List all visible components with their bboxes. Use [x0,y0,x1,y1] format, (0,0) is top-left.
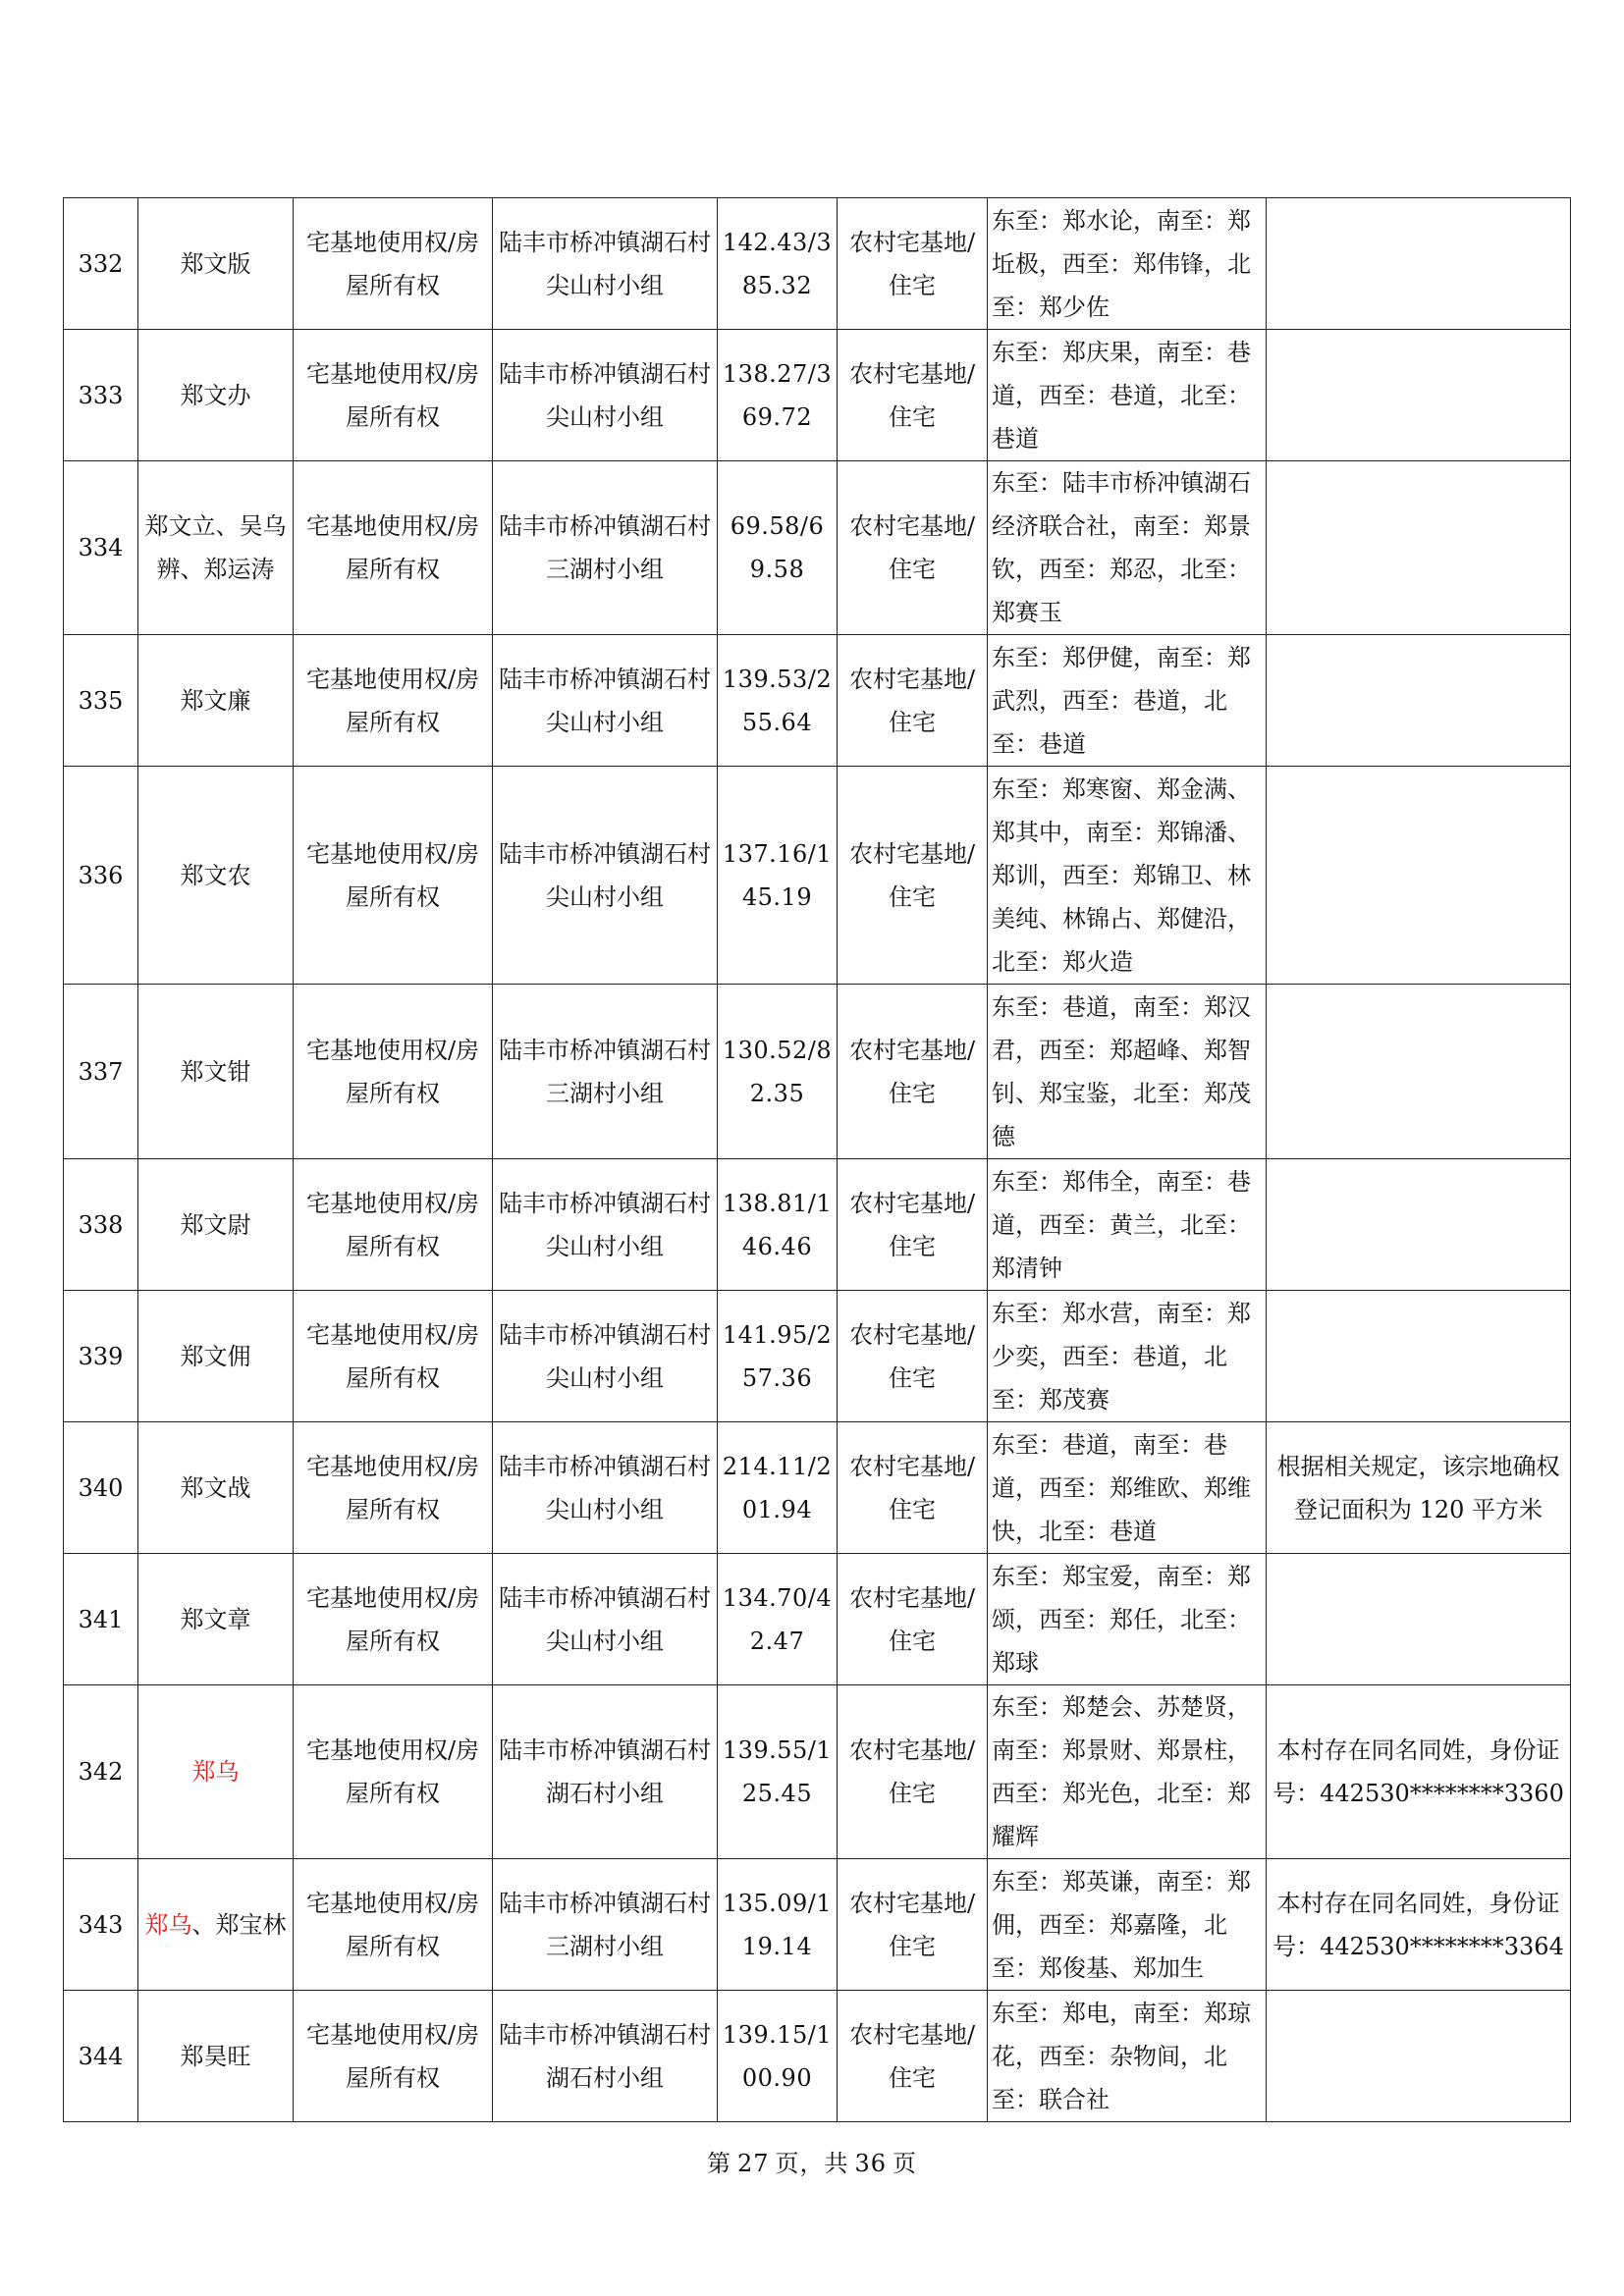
right-type-cell: 宅基地使用权/房屋所有权 [294,1991,493,2122]
right-type-cell: 宅基地使用权/房屋所有权 [294,198,493,330]
holder-name-text: 郑昊旺 [180,2042,251,2070]
table-row [64,1554,1571,1685]
remark-cell: 本村存在同名同姓，身份证号：442530********3364 [1267,1859,1571,1991]
row-number-cell: 340 [64,1422,138,1554]
footer-middle: 页，共 [775,2150,849,2177]
holder-name-cell [138,1422,294,1554]
right-type-cell: 宅基地使用权/房屋所有权 [294,767,493,985]
boundary-cell: 东至：郑寒窗、郑金满、郑其中，南至：郑锦潘、郑训，西至：郑锦卫、林美纯、林锦占、郑健沿，北至：郑火造 [988,767,1267,985]
row-number-cell: 343 [64,1859,138,1991]
land-use-cell: 农村宅基地/住宅 [838,1554,988,1685]
land-use-cell: 农村宅基地/住宅 [838,1291,988,1422]
footer-suffix: 页 [893,2150,918,2177]
right-type-cell: 宅基地使用权/房屋所有权 [294,1685,493,1859]
boundary-cell: 东至：郑楚会、苏楚贤，南至：郑景财、郑景柱，西至：郑光色，北至：郑耀辉 [988,1685,1267,1859]
land-use-cell: 农村宅基地/住宅 [838,461,988,635]
holder-name-cell [138,198,294,330]
duplicate-name-highlight: 郑乌 [191,1758,240,1786]
table-row [64,1159,1571,1291]
table-row [64,985,1571,1159]
land-use-cell: 农村宅基地/住宅 [838,1991,988,2122]
land-use-cell: 农村宅基地/住宅 [838,635,988,767]
holder-name-text: 郑文佣 [180,1342,251,1370]
holder-name-cell [138,767,294,985]
boundary-cell: 东至：郑水营，南至：郑少奕，西至：巷道，北至：郑茂赛 [988,1291,1267,1422]
holder-name-cell [138,635,294,767]
boundary-cell: 东至：郑水论，南至：郑坵极，西至：郑伟锋，北至：郑少佐 [988,198,1267,330]
location-cell: 陆丰市桥冲镇湖石村尖山村小组 [493,767,718,985]
right-type-cell: 宅基地使用权/房屋所有权 [294,1291,493,1422]
boundary-cell: 东至：郑宝爱，南至：郑颂，西至：郑任，北至：郑球 [988,1554,1267,1685]
remark-cell [1267,198,1571,330]
location-cell: 陆丰市桥冲镇湖石村三湖村小组 [493,461,718,635]
remark-cell [1267,1554,1571,1685]
remark-cell: 本村存在同名同姓，身份证号：442530********3360 [1267,1685,1571,1859]
area-cell: 139.15/100.90 [718,1991,838,2122]
right-type-cell: 宅基地使用权/房屋所有权 [294,461,493,635]
right-type-cell: 宅基地使用权/房屋所有权 [294,330,493,461]
right-type-cell: 宅基地使用权/房屋所有权 [294,635,493,767]
location-cell: 陆丰市桥冲镇湖石村尖山村小组 [493,1291,718,1422]
total-page-count: 36 [854,2150,888,2177]
table-row [64,1859,1571,1991]
location-cell: 陆丰市桥冲镇湖石村尖山村小组 [493,635,718,767]
row-number-cell: 338 [64,1159,138,1291]
remark-cell [1267,330,1571,461]
area-cell: 135.09/119.14 [718,1859,838,1991]
holder-name-text: 郑文战 [180,1473,251,1502]
remark-cell [1267,1159,1571,1291]
holder-name-text: 郑文立、吴乌辨、郑运涛 [144,512,287,583]
remark-cell: 根据相关规定，该宗地确权登记面积为 120 平方米 [1267,1422,1571,1554]
area-cell: 139.55/125.45 [718,1685,838,1859]
area-cell: 130.52/82.35 [718,985,838,1159]
location-cell: 陆丰市桥冲镇湖石村尖山村小组 [493,1159,718,1291]
row-number-cell: 335 [64,635,138,767]
row-number-cell: 333 [64,330,138,461]
table-body [64,198,1571,2122]
table-row [64,461,1571,635]
row-number-cell: 339 [64,1291,138,1422]
holder-name-cell [138,1159,294,1291]
remark-cell [1267,1991,1571,2122]
row-number-cell: 332 [64,198,138,330]
right-type-cell: 宅基地使用权/房屋所有权 [294,1859,493,1991]
holder-name-cell [138,461,294,635]
location-cell: 陆丰市桥冲镇湖石村三湖村小组 [493,1859,718,1991]
boundary-cell: 东至：陆丰市桥冲镇湖石经济联合社，南至：郑景钦，西至：郑忍，北至：郑赛玉 [988,461,1267,635]
location-cell: 陆丰市桥冲镇湖石村尖山村小组 [493,1422,718,1554]
row-number-cell: 336 [64,767,138,985]
footer-prefix: 第 [706,2150,731,2177]
holder-name-text: 郑文版 [180,249,251,278]
holder-name-cell [138,1685,294,1859]
holder-name-cell [138,1554,294,1685]
table-row [64,1685,1571,1859]
row-number-cell: 344 [64,1991,138,2122]
location-cell: 陆丰市桥冲镇湖石村尖山村小组 [493,1554,718,1685]
table-row [64,1291,1571,1422]
holder-name-cell [138,985,294,1159]
holder-name-cell [138,1859,294,1991]
location-cell: 陆丰市桥冲镇湖石村尖山村小组 [493,198,718,330]
registration-table [63,197,1571,2122]
land-use-cell: 农村宅基地/住宅 [838,985,988,1159]
row-number-cell: 342 [64,1685,138,1859]
table-row [64,1422,1571,1554]
table-row [64,1991,1571,2122]
location-cell: 陆丰市桥冲镇湖石村三湖村小组 [493,985,718,1159]
right-type-cell: 宅基地使用权/房屋所有权 [294,1159,493,1291]
holder-name-text: 郑文廉 [180,686,251,715]
remark-cell [1267,461,1571,635]
right-type-cell: 宅基地使用权/房屋所有权 [294,1422,493,1554]
duplicate-name-highlight: 郑乌 [144,1910,192,1939]
land-use-cell: 农村宅基地/住宅 [838,198,988,330]
row-number-cell: 334 [64,461,138,635]
area-cell: 137.16/145.19 [718,767,838,985]
remark-cell [1267,985,1571,1159]
land-use-cell: 农村宅基地/住宅 [838,767,988,985]
holder-name-text: 郑文章 [180,1605,251,1633]
page-footer [0,2144,1624,2178]
table-row [64,767,1571,985]
right-type-cell: 宅基地使用权/房屋所有权 [294,1554,493,1685]
remark-cell [1267,635,1571,767]
holder-name-text: 郑文钳 [180,1057,251,1086]
remark-cell [1267,1291,1571,1422]
boundary-cell: 东至：郑伟全，南至：巷道，西至：黄兰，北至：郑清钟 [988,1159,1267,1291]
boundary-cell: 东至：郑英谦，南至：郑佣，西至：郑嘉隆，北至：郑俊基、郑加生 [988,1859,1267,1991]
area-cell: 138.27/369.72 [718,330,838,461]
land-use-cell: 农村宅基地/住宅 [838,1159,988,1291]
current-page-number: 27 [736,2150,770,2177]
holder-name-cell [138,1291,294,1422]
holder-name-cell [138,330,294,461]
table-row [64,635,1571,767]
boundary-cell: 东至：郑伊健，南至：郑武烈，西至：巷道，北至：巷道 [988,635,1267,767]
boundary-cell: 东至：巷道，南至：郑汉君，西至：郑超峰、郑智钊、郑宝鉴，北至：郑茂德 [988,985,1267,1159]
land-use-cell: 农村宅基地/住宅 [838,1685,988,1859]
holder-name-cell [138,1991,294,2122]
area-cell: 138.81/146.46 [718,1159,838,1291]
area-cell: 214.11/201.94 [718,1422,838,1554]
boundary-cell: 东至：巷道，南至：巷道，西至：郑维欧、郑维快，北至：巷道 [988,1422,1267,1554]
location-cell: 陆丰市桥冲镇湖石村湖石村小组 [493,1991,718,2122]
area-cell: 69.58/69.58 [718,461,838,635]
area-cell: 139.53/255.64 [718,635,838,767]
holder-name-text: 郑文农 [180,861,251,889]
boundary-cell: 东至：郑庆果，南至：巷道，西至：巷道，北至：巷道 [988,330,1267,461]
remark-cell [1267,767,1571,985]
row-number-cell: 337 [64,985,138,1159]
right-type-cell: 宅基地使用权/房屋所有权 [294,985,493,1159]
land-use-cell: 农村宅基地/住宅 [838,1859,988,1991]
row-number-cell: 341 [64,1554,138,1685]
holder-name-text: 郑文办 [180,381,251,409]
boundary-cell: 东至：郑电，南至：郑琼花，西至：杂物间，北至：联合社 [988,1991,1267,2122]
holder-name-text: 、郑宝林 [191,1910,287,1939]
table-row [64,198,1571,330]
location-cell: 陆丰市桥冲镇湖石村湖石村小组 [493,1685,718,1859]
land-use-cell: 农村宅基地/住宅 [838,330,988,461]
land-use-cell: 农村宅基地/住宅 [838,1422,988,1554]
table-row [64,330,1571,461]
location-cell: 陆丰市桥冲镇湖石村尖山村小组 [493,330,718,461]
area-cell: 142.43/385.32 [718,198,838,330]
area-cell: 141.95/257.36 [718,1291,838,1422]
area-cell: 134.70/42.47 [718,1554,838,1685]
holder-name-text: 郑文尉 [180,1210,251,1239]
